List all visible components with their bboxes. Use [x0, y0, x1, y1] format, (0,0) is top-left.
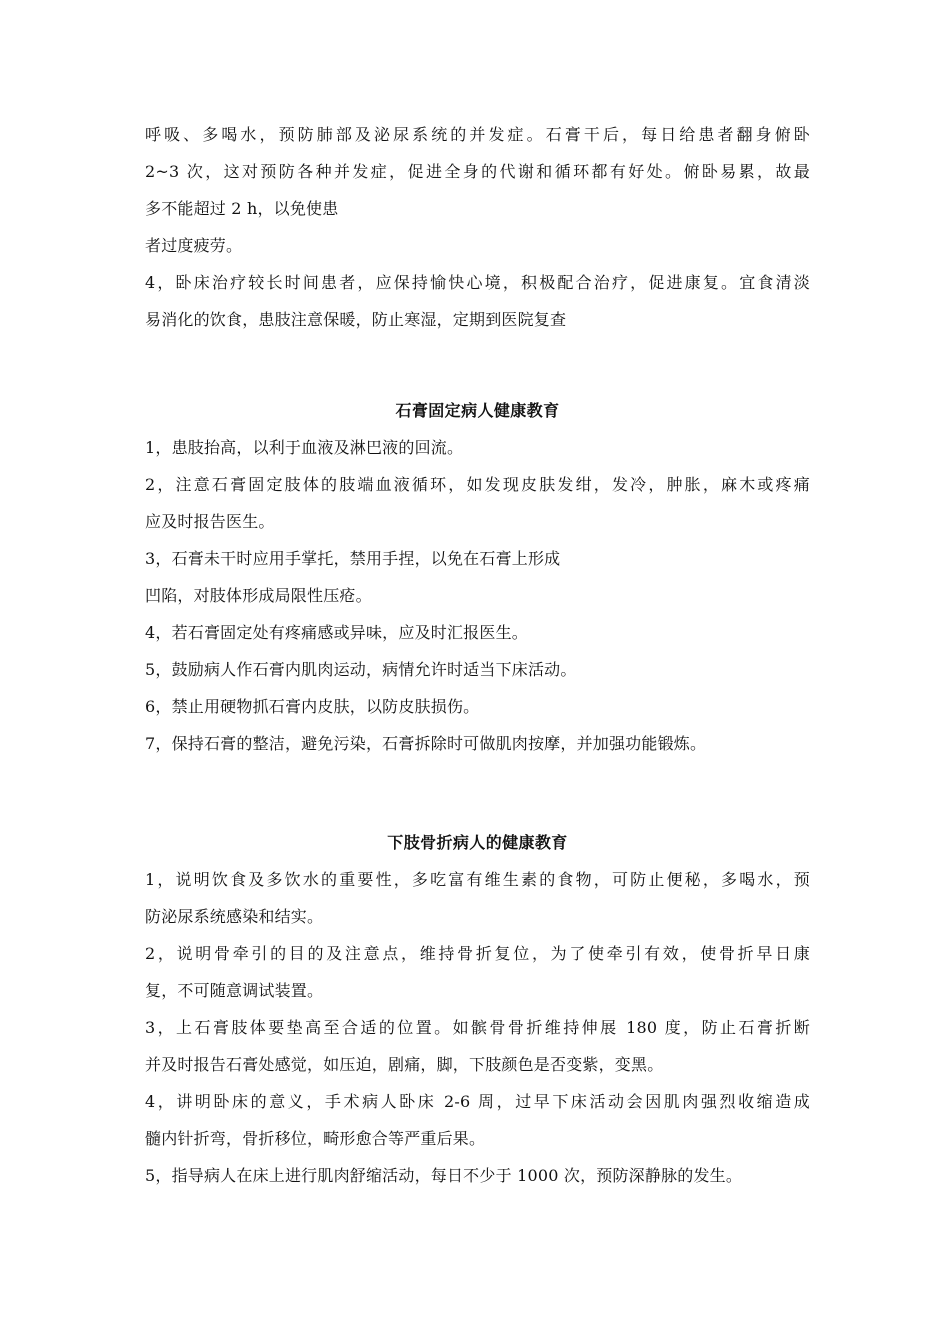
list-item: 3，石膏未干时应用手掌托，禁用手捏，以免在石膏上形成	[145, 549, 561, 568]
paragraph-line: 易消化的饮食，患肢注意保暖，防止寒湿，定期到医院复查	[145, 310, 567, 329]
list-item: 防泌尿系统感染和结实。	[145, 907, 324, 926]
list-item: 7，保持石膏的整洁，避免污染，石膏拆除时可做肌肉按摩，并加强功能锻炼。	[145, 734, 707, 753]
list-item: 1，患肢抬高，以利于血液及淋巴液的回流。	[145, 438, 464, 457]
list-item: 4，若石膏固定处有疼痛感或异味，应及时汇报医生。	[145, 623, 528, 642]
list-item: 复，不可随意调试装置。	[145, 981, 324, 1000]
list-item: 6，禁止用硬物抓石膏内皮肤，以防皮肤损伤。	[145, 697, 480, 716]
list-item: 髓内针折弯，骨折移位，畸形愈合等严重后果。	[145, 1129, 486, 1148]
section-lower-limb-fracture	[145, 824, 810, 1194]
section-spacer	[145, 762, 810, 824]
paragraph-line: 4，卧床治疗较长时间患者，应保持愉快心境，积极配合治疗，促进康复。宜食清淡	[145, 273, 810, 292]
paragraph-line: 2~3 次，这对预防各种并发症，促进全身的代谢和循环都有好处。俯卧易累，故最	[145, 162, 810, 181]
paragraph-line: 呼吸、多喝水，预防肺部及泌尿系统的并发症。石膏干后，每日给患者翻身俯卧	[145, 125, 810, 144]
section-title: 下肢骨折病人的健康教育	[387, 833, 568, 852]
document-page	[145, 116, 810, 1194]
list-item: 2，说明骨牵引的目的及注意点，维持骨折复位，为了使牵引有效，使骨折早日康	[145, 944, 810, 963]
list-item: 4，讲明卧床的意义，手术病人卧床 2-6 周，过早下床活动会因肌肉强烈收缩造成	[145, 1092, 810, 1111]
list-item: 3，上石膏肢体要垫高至合适的位置。如髌骨骨折维持伸展 180 度，防止石膏折断	[145, 1018, 810, 1037]
list-item: 1，说明饮食及多饮水的重要性，多吃富有维生素的食物，可防止便秘，多喝水，预	[145, 870, 810, 889]
section-spacer	[145, 338, 810, 392]
list-item: 5，指导病人在床上进行肌肉舒缩活动，每日不少于 1000 次，预防深静脉的发生。	[145, 1166, 743, 1185]
section-title: 石膏固定病人健康教育	[395, 401, 560, 420]
paragraph-line: 者过度疲劳。	[145, 236, 243, 255]
list-item: 5，鼓励病人作石膏内肌肉运动，病情允许时适当下床活动。	[145, 660, 577, 679]
section-continued	[145, 116, 810, 338]
list-item: 并及时报告石膏处感觉，如压迫，剧痛，脚，下肢颜色是否变紫，变黑。	[145, 1055, 664, 1074]
list-item: 2，注意石膏固定肢体的肢端血液循环，如发现皮肤发绀，发冷，肿胀，麻木或疼痛	[145, 475, 810, 494]
list-item: 凹陷，对肢体形成局限性压疮。	[145, 586, 372, 605]
section-cast-fixation	[145, 392, 810, 762]
paragraph-line: 多不能超过 2 h，以免使患	[145, 199, 339, 218]
list-item: 应及时报告医生。	[145, 512, 275, 531]
